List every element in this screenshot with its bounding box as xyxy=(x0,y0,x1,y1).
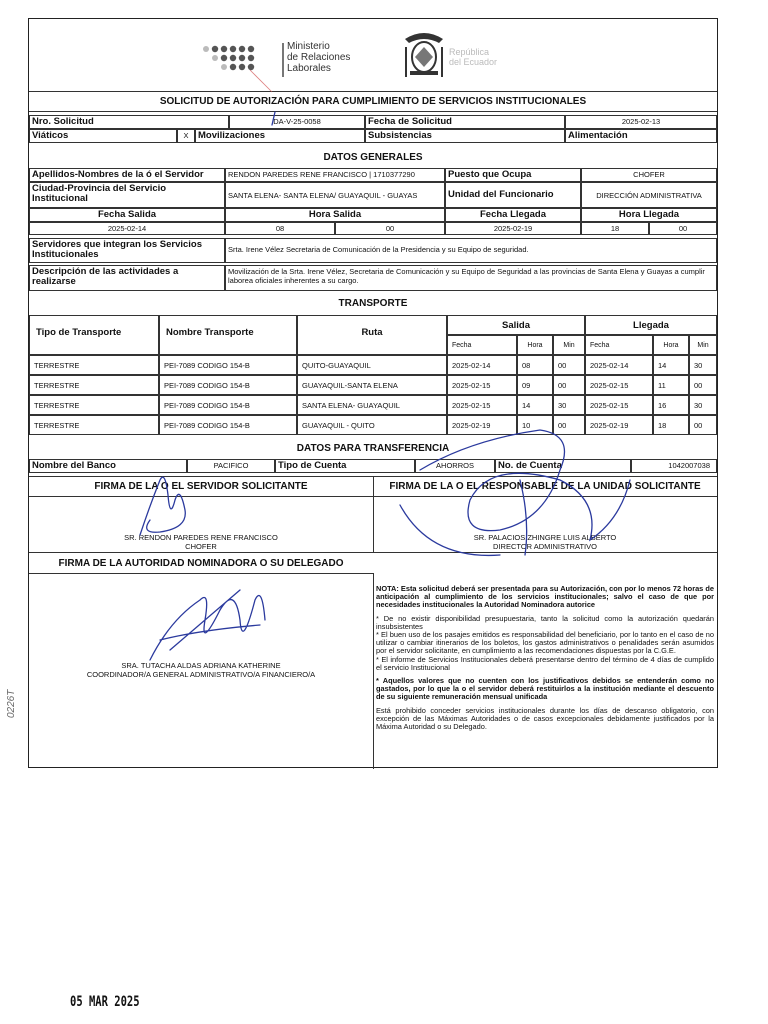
cell-nombre: PEI-7089 CODIGO 154-B xyxy=(159,375,297,395)
cell-llegada-fecha: 2025-02-19 xyxy=(585,415,653,435)
ciudad-value: SANTA ELENA- SANTA ELENA/ GUAYAQUIL - GUAYAS xyxy=(225,182,445,208)
fecha-llegada-value: 2025-02-19 xyxy=(445,222,581,235)
responsable-signature-icon xyxy=(420,430,630,540)
fecha-llegada-label: Fecha Llegada xyxy=(445,208,581,222)
movilizaciones-label: Movilizaciones xyxy=(195,129,365,143)
responsable-name: SR. PALACIOS ZHINGRE LUIS ALBERTO xyxy=(473,533,617,542)
margin-note: 0226T xyxy=(6,689,17,718)
fecha-solicitud-label: Fecha de Solicitud xyxy=(365,115,565,129)
col-tipo-transporte: Tipo de Transporte xyxy=(29,315,159,355)
date-stamp: 05 MAR 2025 xyxy=(70,994,140,1010)
cell-tipo: TERRESTRE xyxy=(29,415,159,435)
hora-llegada-min: 00 xyxy=(649,222,717,235)
hora-salida-min: 00 xyxy=(335,222,445,235)
sub-llegada-fecha: Fecha xyxy=(585,335,653,355)
cell-salida-min: 00 xyxy=(553,355,585,375)
note-6: Está prohibido conceder servicios institucionales durante los días de descanso obligatorio, con excepción de las Máximas Autoridades o de casos excepcionales debidamente justificados por la Máxima Autoridad o su Delegado. xyxy=(376,705,714,732)
cell-llegada-min: 30 xyxy=(689,395,717,415)
cell-salida-hora: 10 xyxy=(517,415,553,435)
fecha-check-icon xyxy=(272,112,275,125)
descripcion-label: Descripción de las actividades a realizarse xyxy=(29,265,225,291)
servidor-role: CHOFER xyxy=(185,542,217,551)
cell-salida-fecha: 2025-02-15 xyxy=(447,375,517,395)
note-2: * De no existir disponibilidad presupuestaria, tanto la solicitud como la autorización quedarán insubsistentes xyxy=(376,613,714,631)
transferencia-title: DATOS PARA TRANSFERENCIA xyxy=(296,443,450,454)
sub-salida-hora: Hora xyxy=(517,335,553,355)
note-1: NOTA: Esta solicitud deberá ser presentada para su Autorización, con por lo menos 72 horas de anticipación al cumplimiento de los servicios institucionales; salvo el caso de que por necesidades institucionales la Autoridad Nominadora autorice xyxy=(376,584,714,610)
autoridad-role: COORDINADOR/A GENERAL ADMINISTRATIVO/A FINANCIERO/A xyxy=(86,670,316,679)
red-mark-icon xyxy=(250,70,272,92)
cell-llegada-hora: 18 xyxy=(653,415,689,435)
firma-responsable-title: FIRMA DE LA O EL RESPONSABLE DE LA UNIDAD SOLICITANTE xyxy=(389,481,701,492)
sub-llegada-min: Min xyxy=(689,335,717,355)
ciudad-label: Ciudad-Provincia del Servicio Institucional xyxy=(29,182,225,208)
cell-llegada-min: 00 xyxy=(689,415,717,435)
nro-solicitud-label: Nro. Solicitud xyxy=(29,115,229,129)
alimentacion-label: Alimentación xyxy=(565,129,717,143)
cell-nombre: PEI-7089 CODIGO 154-B xyxy=(159,415,297,435)
cell-ruta: SANTA ELENA- GUAYAQUIL xyxy=(297,395,447,415)
puesto-label: Puesto que Ocupa xyxy=(445,168,581,182)
fecha-salida-value: 2025-02-14 xyxy=(29,222,225,235)
fecha-solicitud-value: 2025-02-13 xyxy=(565,115,717,129)
no-cuenta-value: 1042007038 xyxy=(631,459,717,473)
ministry-line-2: de Relaciones xyxy=(287,52,351,63)
note-4: * El informe de Servicios Institucionales deberá presentarse dentro del término de 4 días de cumplido el servicio Institucional xyxy=(376,654,714,672)
col-salida: Salida xyxy=(447,315,585,335)
cell-salida-min: 00 xyxy=(553,375,585,395)
cell-salida-min: 00 xyxy=(553,415,585,435)
subsistencias-label: Subsistencias xyxy=(365,129,565,143)
ministry-line-1: Ministerio xyxy=(287,41,330,52)
cell-tipo: TERRESTRE xyxy=(29,375,159,395)
cell-tipo: TERRESTRE xyxy=(29,355,159,375)
apellidos-value: RENDON PAREDES RENE FRANCISCO | 1710377290 xyxy=(225,168,445,182)
responsable-role: DIRECTOR ADMINISTRATIVO xyxy=(493,542,597,551)
cell-llegada-fecha: 2025-02-15 xyxy=(585,375,653,395)
servidor-signature-icon xyxy=(140,477,185,535)
unidad-value: DIRECCIÓN ADMINISTRATIVA xyxy=(581,182,717,208)
cell-nombre: PEI-7089 CODIGO 154-B xyxy=(159,355,297,375)
cell-salida-fecha: 2025-02-14 xyxy=(447,355,517,375)
responsable-signature-extra-icon xyxy=(400,480,527,555)
form-title: SOLICITUD DE AUTORIZACIÓN PARA CUMPLIMIENTO DE SERVICIOS INSTITUCIONALES xyxy=(159,96,587,107)
col-llegada: Llegada xyxy=(585,315,717,335)
autoridad-name: SRA. TUTACHA ALDAS ADRIANA KATHERINE xyxy=(121,661,281,670)
datos-generales-title: DATOS GENERALES xyxy=(323,152,423,163)
republic-line-2: del Ecuador xyxy=(449,57,498,67)
servidores-label: Servidores que integran los Servicios Institucionales xyxy=(29,238,225,263)
cell-nombre: PEI-7089 CODIGO 154-B xyxy=(159,395,297,415)
cell-ruta: QUITO-GUAYAQUIL xyxy=(297,355,447,375)
ministry-line-3: Laborales xyxy=(287,63,331,74)
unidad-label: Unidad del Funcionario xyxy=(445,182,581,208)
banco-value: PACIFICO xyxy=(187,459,275,473)
autoridad-signature-icon xyxy=(150,590,265,660)
sub-salida-fecha: Fecha xyxy=(447,335,517,355)
hora-salida-label: Hora Salida xyxy=(225,208,445,222)
cell-llegada-min: 30 xyxy=(689,355,717,375)
cell-llegada-fecha: 2025-02-15 xyxy=(585,395,653,415)
cell-tipo: TERRESTRE xyxy=(29,395,159,415)
hora-llegada-label: Hora Llegada xyxy=(581,208,717,222)
cell-llegada-hora: 16 xyxy=(653,395,689,415)
cell-llegada-fecha: 2025-02-14 xyxy=(585,355,653,375)
cell-salida-fecha: 2025-02-15 xyxy=(447,395,517,415)
banco-label: Nombre del Banco xyxy=(29,459,187,473)
sub-llegada-hora: Hora xyxy=(653,335,689,355)
fecha-salida-label: Fecha Salida xyxy=(29,208,225,222)
viaticos-label: Viáticos xyxy=(29,129,177,143)
cell-llegada-min: 00 xyxy=(689,375,717,395)
cell-ruta: GUAYAQUIL-SANTA ELENA xyxy=(297,375,447,395)
republic-line-1: República xyxy=(449,47,490,57)
puesto-value: CHOFER xyxy=(581,168,717,182)
note-5: * Aquellos valores que no cuenten con los justificativos debidos se entenderán como no gastados, por lo que la o el servidor deberá restituirlos a la institución mediante el descuento de su siguiente remuneración mensual unificada xyxy=(376,676,714,702)
col-ruta: Ruta xyxy=(297,315,447,355)
apellidos-label: Apellidos-Nombres de la ó el Servidor xyxy=(29,168,225,182)
cell-salida-fecha: 2025-02-19 xyxy=(447,415,517,435)
nro-solicitud-value: DA-V-25-0058 xyxy=(229,115,365,129)
note-3: * El buen uso de los pasajes emitidos es responsabilidad del beneficiario, por lo tanto en el caso de no utilizar o cambiar itinerarios de los boletos, los gastos administrativos o penalidades serán asumidos por el servidor solicitante, en cumplimiento a las recomendaciones dispuestas por la C.G.E. xyxy=(376,630,714,656)
cell-llegada-hora: 14 xyxy=(653,355,689,375)
tipo-cuenta-value: AHORROS xyxy=(415,459,495,473)
no-cuenta-label: No. de Cuenta xyxy=(495,459,631,473)
descripcion-value: Movilización de la Srta. Irene Vélez, Secretaria de Comunicación y su Equipo de Seguridad a las provincias de Santa Elena y Guayas a cumplir laborea oficiales inherentes a su cargo. xyxy=(225,265,717,291)
cell-salida-min: 30 xyxy=(553,395,585,415)
tipo-cuenta-label: Tipo de Cuenta xyxy=(275,459,415,473)
col-nombre-transporte: Nombre Transporte xyxy=(159,315,297,355)
cell-ruta: GUAYAQUIL - QUITO xyxy=(297,415,447,435)
servidor-name: SR. RENDON PAREDES RENE FRANCISCO xyxy=(124,533,278,542)
cell-llegada-hora: 11 xyxy=(653,375,689,395)
cell-salida-hora: 09 xyxy=(517,375,553,395)
cell-salida-hora: 08 xyxy=(517,355,553,375)
cell-salida-hora: 14 xyxy=(517,395,553,415)
transporte-title: TRANSPORTE xyxy=(338,298,408,309)
hora-llegada-hour: 18 xyxy=(581,222,649,235)
sub-salida-min: Min xyxy=(553,335,585,355)
hora-salida-hour: 08 xyxy=(225,222,335,235)
firma-autoridad-title: FIRMA DE LA AUTORIDAD NOMINADORA O SU DELEGADO xyxy=(58,558,344,569)
servidores-value: Srta. Irene Vélez Secretaria de Comunicación de la Presidencia y su Equipo de seguridad. xyxy=(225,238,717,263)
movilizaciones-checkbox: X xyxy=(177,129,195,143)
firma-servidor-title: FIRMA DE LA O EL SERVIDOR SOLICITANTE xyxy=(94,481,308,492)
